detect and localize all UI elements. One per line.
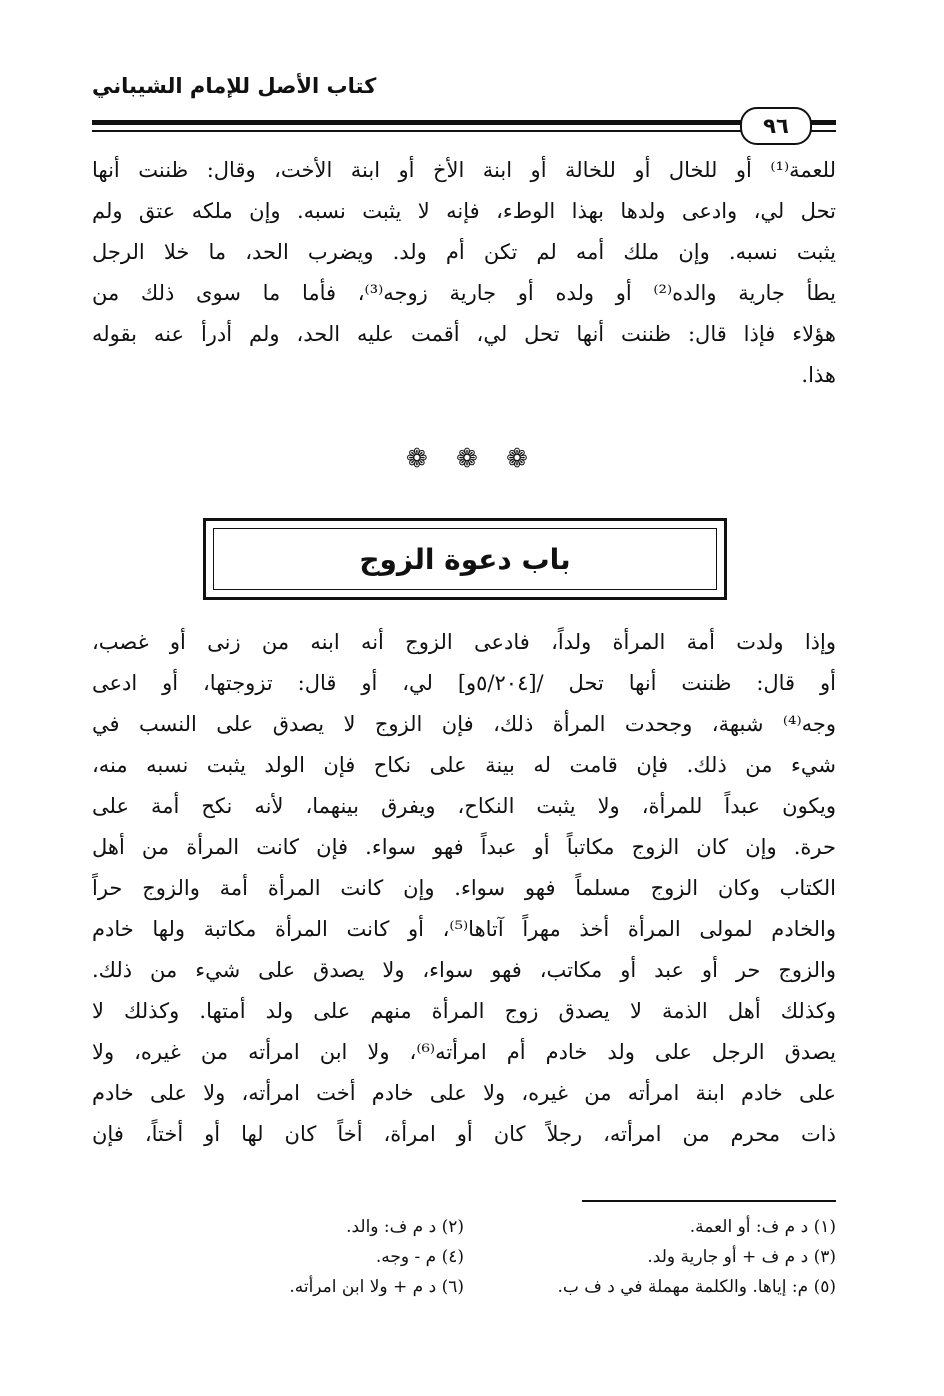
header-rule-thick [92, 120, 836, 125]
chapter-title: باب دعوة الزوج [359, 542, 571, 576]
footnote-divider [582, 1200, 836, 1202]
text-line: على خادم ابنة امرأته من غيره، ولا على خادم أخت امرأته، ولا على خادم [92, 1081, 836, 1105]
page-number: ٩٦ [740, 107, 812, 145]
text-line: للعمة⁽¹⁾ أو للخال أو للخالة أو ابنة الأخ أو ابنة الأخت، وقال: ظننت أنها [92, 158, 836, 182]
footnote-row [92, 1272, 836, 1302]
text-line: والخادم لمولى المرأة أخذ مهراً آتاها⁽⁵⁾، أو كانت المرأة مكاتبة ولها خادم [92, 917, 836, 941]
text-line: ويكون عبداً للمرأة، ولا يثبت النكاح، ويفرق بينهما، لأنه نكح أمة على [92, 794, 836, 818]
footnote: (٢) د م ف: والد. [346, 1217, 464, 1237]
footnote-row [92, 1242, 836, 1272]
chapter-heading-frame [203, 518, 727, 600]
text-line: تحل لي، وادعى ولدها بهذا الوطء، فإنه لا يثبت نسبه. وإن ملكه عتق ولم [92, 199, 836, 223]
text-line: يطأ جارية والده⁽²⁾ أو ولده أو جارية زوجه⁽³⁾، فأما ما سوى ذلك من [92, 281, 836, 305]
running-title: كتاب الأصل للإمام الشيباني [92, 74, 377, 98]
paragraph-1 [92, 150, 836, 396]
footnote: (١) د م ف: أو العمة. [689, 1217, 836, 1237]
text-line: يصدق الرجل على ولد خادم أم امرأته⁽⁶⁾، ولا ابن امرأته من غيره، ولا [92, 1040, 836, 1064]
header-rule-thin [92, 130, 836, 132]
footnote: (٣) د م ف + أو جارية ولد. [647, 1247, 836, 1267]
text-line: شيء من ذلك. فإن قامت له بينة على نكاح فإن الولد يثبت نسبه منه، [92, 753, 836, 777]
footnotes [92, 1212, 836, 1302]
footnote: (٤) م - وجه. [375, 1247, 464, 1267]
paragraph-2 [92, 622, 836, 1155]
text-line: هذا. [801, 363, 836, 387]
text-line: حرة. وإن كان الزوج مكاتباً أو عبداً فهو سواء. فإن كانت المرأة من أهل [92, 835, 836, 859]
text-line: أو قال: ظننت أنها تحل /[٥/٢٠٤و] لي، أو قال: تزوجتها، أو ادعى [92, 671, 836, 695]
text-line: ذات محرم من امرأته، رجلاً كان أو امرأة، أخاً كان لها أو أختاً، فإن [92, 1122, 836, 1146]
text-line: والزوج حر أو عبد أو مكاتب، فهو سواء، ولا يصدق على شيء من ذلك. [92, 958, 836, 982]
text-line: وجه⁽⁴⁾ شبهة، وجحدت المرأة ذلك، فإن الزوج لا يصدق على النسب في [92, 712, 836, 736]
chapter-heading-inner-frame [213, 528, 717, 590]
footnote-row [92, 1212, 836, 1242]
text-line: الكتاب وكان الزوج مسلماً فهو سواء. وإن كانت المرأة أمة والزوج حراً [92, 876, 836, 900]
footnote: (٦) د م + ولا ابن امرأته. [289, 1277, 464, 1297]
text-line: وإذا ولدت أمة المرأة ولداً، فادعى الزوج أنه ابنه من زنى أو غصب، [92, 630, 836, 654]
text-line: يثبت نسبه. وإن ملك أمه لم تكن أم ولد. ويضرب الحد، ما خلا الرجل [92, 240, 836, 264]
text-line: وكذلك أهل الذمة لا يصدق زوج المرأة منهم على ولد أمتها. وكذلك لا [92, 999, 836, 1023]
footnote: (٥) م: إياها. والكلمة مهملة في د ف ب. [557, 1277, 836, 1297]
text-line: هؤلاء فإذا قال: ظننت أنها تحل لي، أقمت عليه الحد، ولم أدرأ عنه بقوله [92, 322, 836, 346]
section-separator: ❁ ❁ ❁ [406, 444, 538, 474]
